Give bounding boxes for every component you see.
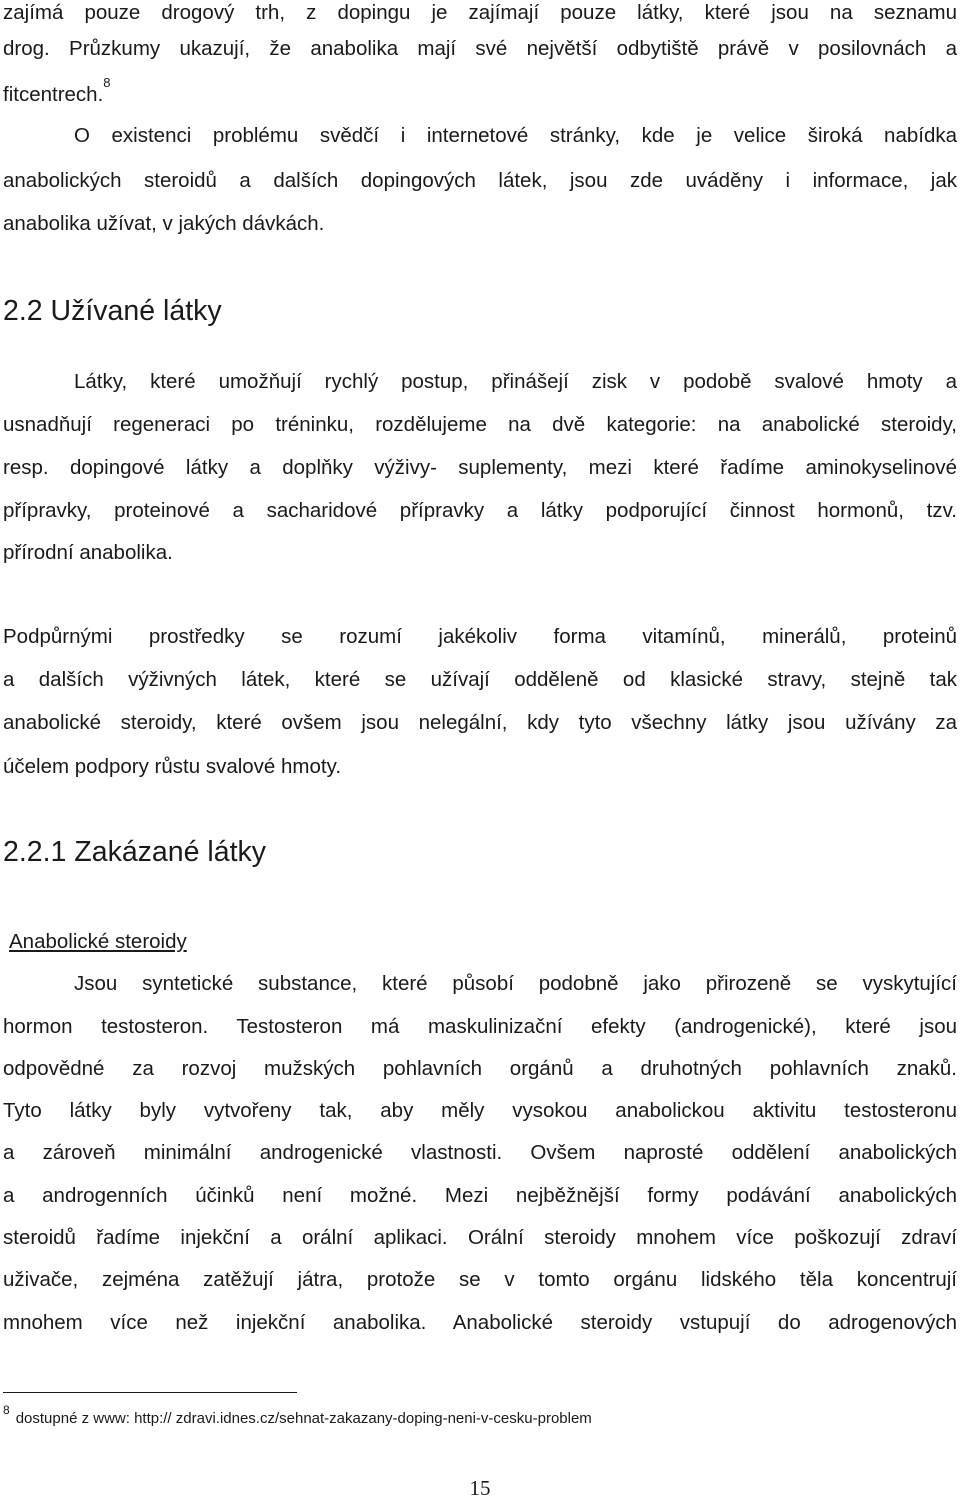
internet-line-3: anabolika užívat, v jakých dávkách. bbox=[3, 212, 325, 235]
section-2-2-1-line-5: a zároveň minimální androgenické vlastnosti. Ovšem naprosté oddělení anabolických bbox=[3, 1141, 957, 1164]
intro-line-3-text: fitcentrech. bbox=[3, 83, 104, 106]
footnote-separator bbox=[3, 1392, 297, 1393]
subheading-anabolic-steroids bbox=[9, 927, 960, 957]
section-2-2-1-line-6: a androgenních účinků není možné. Mezi nejběžnější formy podávání anabolických bbox=[3, 1184, 957, 1207]
section-2-2-p2-line-4: účelem podpory růstu svalové hmoty. bbox=[3, 755, 342, 778]
footnote-text: dostupné z www: http:// zdravi.idnes.cz/sehnat-zakazany-doping-neni-v-cesku-problem bbox=[15, 1410, 592, 1427]
intro-line-1: zajímá pouze drogový trh, z dopingu je zajímají pouze látky, které jsou na seznamu bbox=[3, 1, 957, 24]
section-2-2-p1-line-3: resp. dopingové látky a doplňky výživy- suplementy, mezi které řadíme aminokyselinové bbox=[3, 456, 957, 479]
section-2-2-1-line-4: Tyto látky byly vytvořeny tak, aby měly vysokou anabolickou aktivitu testosteronu bbox=[3, 1099, 957, 1122]
subheading-text: Anabolické steroidy bbox=[9, 930, 187, 953]
internet-line-2: anabolických steroidů a dalších dopingových látek, jsou zde uváděny i informace, jak bbox=[3, 169, 957, 192]
internet-line-1: O existenci problému svědčí i internetové stránky, kde je velice široká nabídka bbox=[74, 124, 957, 147]
section-2-2-1-line-1: Jsou syntetické substance, které působí podobně jako přirozeně se vyskytující bbox=[74, 972, 957, 995]
section-2-2-1-line-8: uživače, zejména zatěžují játra, protože se v tomto orgánu lidského těla koncentrují bbox=[3, 1268, 957, 1291]
section-heading-2-2-1: 2.2.1 Zakázané látky bbox=[3, 836, 266, 868]
section-2-2-p1-line-2: usnadňují regeneraci po tréninku, rozdělujeme na dvě kategorie: na anabolické steroidy, bbox=[3, 413, 957, 436]
footnote-reference: 8 bbox=[103, 75, 111, 91]
section-2-2-p1-line-5: přírodní anabolika. bbox=[3, 541, 173, 564]
section-2-2-1-line-9: mnohem více než injekční anabolika. Anabolické steroidy vstupují do adrogenových bbox=[3, 1311, 957, 1334]
page-number: 15 bbox=[469, 1476, 491, 1500]
section-2-2-1-line-2: hormon testosteron. Testosteron má maskulinizační efekty (androgenické), které jsou bbox=[3, 1015, 957, 1038]
footnote-number: 8 bbox=[3, 1403, 10, 1417]
section-2-2-p1-line-1: Látky, které umožňují rychlý postup, přinášejí zisk v podobě svalové hmoty a bbox=[74, 370, 957, 393]
section-2-2-p2-line-3: anabolické steroidy, které ovšem jsou nelegální, kdy tyto všechny látky jsou užívány za bbox=[3, 711, 957, 734]
intro-line-3 bbox=[3, 75, 957, 110]
footnote bbox=[3, 1404, 592, 1434]
section-2-2-1-line-7: steroidů řadíme injekční a orální aplikaci. Orální steroidy mnohem více poškozují zdraví bbox=[3, 1226, 957, 1249]
section-heading-2-2: 2.2 Užívané látky bbox=[3, 295, 222, 327]
intro-line-2: drog. Průzkumy ukazují, že anabolika mají své největší odbytiště právě v posilovnách a bbox=[3, 37, 957, 60]
section-2-2-p2-line-2: a dalších výživných látek, které se užívají odděleně od klasické stravy, stejně tak bbox=[3, 668, 957, 691]
section-2-2-p1-line-4: přípravky, proteinové a sacharidové přípravky a látky podporující činnost hormonů, tzv. bbox=[3, 499, 957, 522]
section-2-2-1-line-3: odpovědné za rozvoj mužských pohlavních orgánů a druhotných pohlavních znaků. bbox=[3, 1057, 957, 1080]
section-2-2-p2-line-1: Podpůrnými prostředky se rozumí jakékoliv forma vitamínů, minerálů, proteinů bbox=[3, 625, 957, 648]
